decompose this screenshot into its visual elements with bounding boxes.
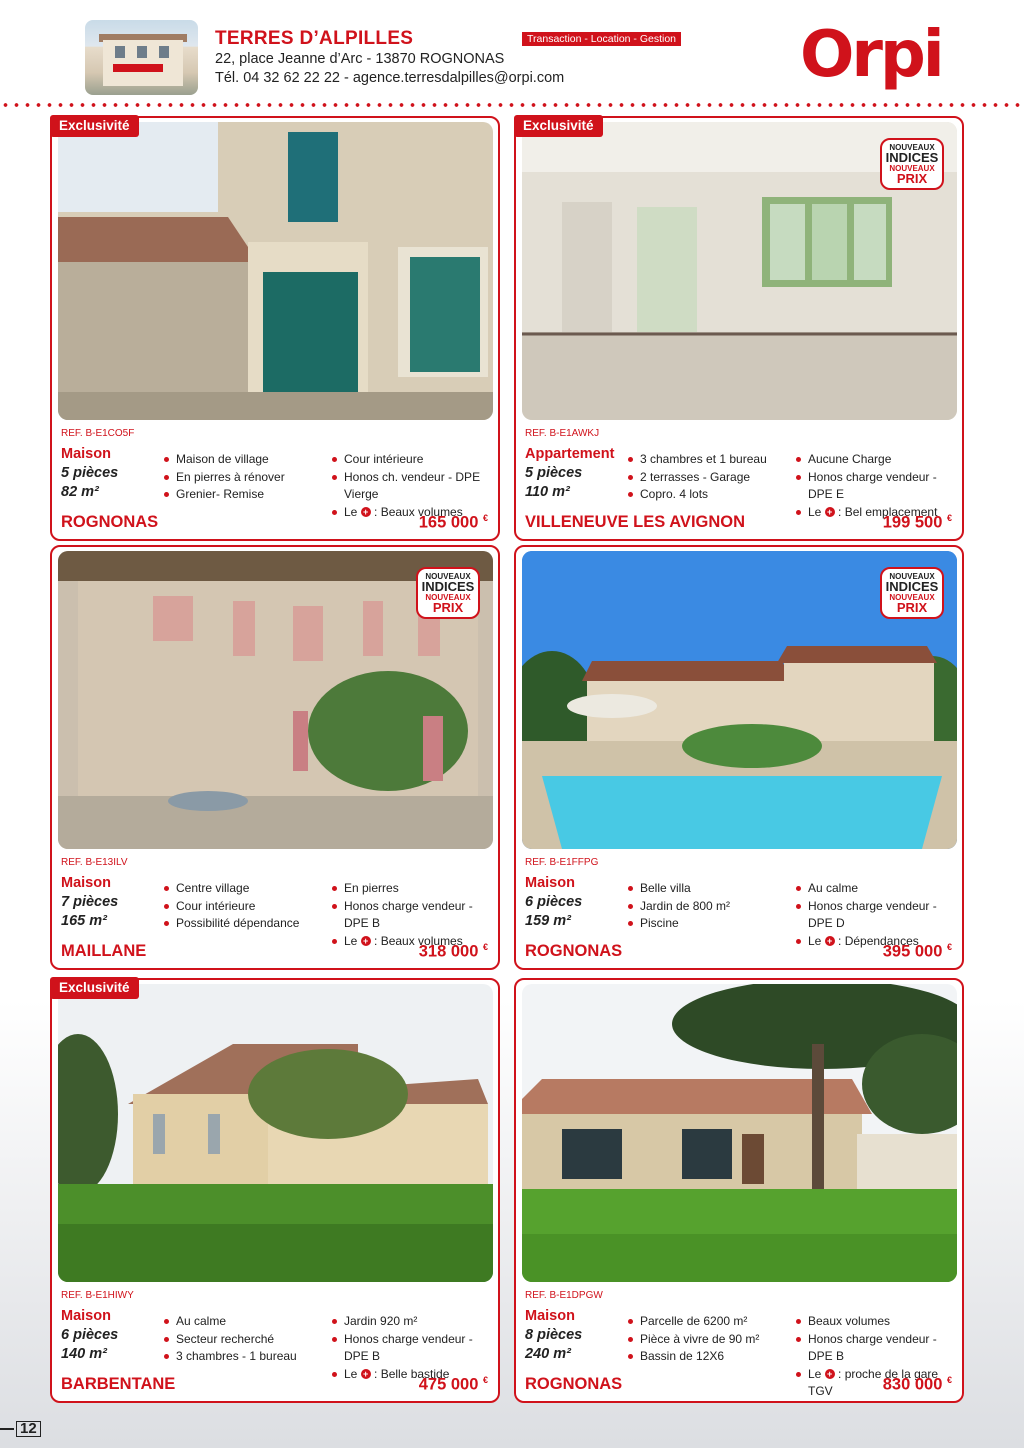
- listing-card-5[interactable]: [50, 978, 500, 1403]
- room-count: 5 pièces: [61, 465, 119, 481]
- feature-item: Beaux volumes: [796, 1313, 962, 1331]
- listing-ref: REF. B-E13ILV: [61, 857, 128, 868]
- listing-card-3[interactable]: [50, 545, 500, 970]
- plus-icon: +: [825, 507, 835, 517]
- feature-item: En pierres: [332, 880, 498, 898]
- feature-item: Cour intérieure: [332, 451, 498, 469]
- agency-name: TERRES D’ALPILLES: [215, 28, 414, 49]
- agency-storefront-photo: [85, 20, 198, 95]
- features-col-2: [796, 451, 962, 521]
- feature-item: Honos charge vendeur - DPE E: [796, 469, 962, 504]
- feature-item: Belle villa: [628, 880, 730, 898]
- feature-item: Maison de village: [164, 451, 285, 469]
- listing-ref: REF. B-E1CO5F: [61, 428, 135, 439]
- feature-item: Secteur recherché: [164, 1331, 297, 1349]
- listing-card-1[interactable]: [50, 116, 500, 541]
- listing-price: 318 000 €: [418, 942, 488, 961]
- room-count: 6 pièces: [525, 894, 583, 910]
- agency-header: [0, 0, 1024, 108]
- feature-item: Centre village: [164, 880, 299, 898]
- plus-icon: +: [825, 936, 835, 946]
- features-col-2: [796, 880, 962, 950]
- feature-item: Bassin de 12X6: [628, 1348, 759, 1366]
- new-indices-badge: NOUVEAUX INDICES NOUVEAUX PRIX: [416, 567, 480, 619]
- feature-item: Parcelle de 6200 m²: [628, 1313, 759, 1331]
- property-photo[interactable]: [58, 984, 493, 1282]
- feature-item: Jardin de 800 m²: [628, 898, 730, 916]
- services-badge: Transaction - Location - Gestion: [522, 32, 681, 46]
- feature-item: Honos charge vendeur - DPE B: [796, 1331, 962, 1366]
- page-number: 12: [0, 1420, 41, 1438]
- feature-item: Copro. 4 lots: [628, 486, 767, 504]
- feature-item: 3 chambres - 1 bureau: [164, 1348, 297, 1366]
- agency-address: 22, place Jeanne d’Arc - 13870 ROGNONAS: [215, 51, 505, 67]
- feature-item: Honos ch. vendeur - DPE Vierge: [332, 469, 498, 504]
- listing-card-4[interactable]: [514, 545, 964, 970]
- new-indices-badge: NOUVEAUX INDICES NOUVEAUX PRIX: [880, 138, 944, 190]
- listing-city: ROGNONAS: [61, 513, 159, 531]
- room-count: 7 pièces: [61, 894, 119, 910]
- features-col-2: [332, 880, 498, 950]
- features-col-1: [164, 451, 285, 504]
- living-area: 165 m²: [61, 913, 107, 929]
- room-count: 8 pièces: [525, 1327, 583, 1343]
- features-col-1: [628, 880, 730, 933]
- feature-item: Honos charge vendeur - DPE D: [796, 898, 962, 933]
- living-area: 240 m²: [525, 1346, 571, 1362]
- feature-item: Honos charge vendeur - DPE B: [332, 1331, 498, 1366]
- listing-ref: REF. B-E1HIWY: [61, 1290, 134, 1301]
- features-col-1: [164, 1313, 297, 1366]
- orpi-logo[interactable]: Orpi: [800, 18, 942, 92]
- feature-item: 2 terrasses - Garage: [628, 469, 767, 487]
- feature-item: Pièce à vivre de 90 m²: [628, 1331, 759, 1349]
- listing-card-6[interactable]: [514, 978, 964, 1403]
- new-indices-badge: NOUVEAUX INDICES NOUVEAUX PRIX: [880, 567, 944, 619]
- property-type: Maison: [61, 1308, 111, 1324]
- property-photo[interactable]: [522, 984, 957, 1282]
- feature-item: En pierres à rénover: [164, 469, 285, 487]
- listing-price: 395 000 €: [882, 942, 952, 961]
- listing-ref: REF. B-E1FFPG: [525, 857, 599, 868]
- listing-price: 165 000 €: [418, 513, 488, 532]
- listing-price: 199 500 €: [882, 513, 952, 532]
- feature-item: Possibilité dépendance: [164, 915, 299, 933]
- property-type: Maison: [525, 875, 575, 891]
- listing-price: 475 000 €: [418, 1375, 488, 1394]
- features-col-2: [332, 451, 498, 521]
- feature-item: Le + : Beaux volumes: [332, 933, 498, 951]
- plus-icon: +: [361, 936, 371, 946]
- feature-item: Aucune Charge: [796, 451, 962, 469]
- feature-item: Le + : Beaux volumes: [332, 504, 498, 522]
- listing-card-2[interactable]: [514, 116, 964, 541]
- feature-item: Au calme: [164, 1313, 297, 1331]
- listing-ref: REF. B-E1AWKJ: [525, 428, 600, 439]
- agency-contact: Tél. 04 32 62 22 22 - agence.terresdalpilles@orpi.com: [215, 70, 565, 86]
- plus-icon: +: [361, 1369, 371, 1379]
- listing-city: VILLENEUVE LES AVIGNON: [525, 513, 746, 531]
- plus-icon: +: [361, 507, 371, 517]
- feature-item: Au calme: [796, 880, 962, 898]
- living-area: 140 m²: [61, 1346, 107, 1362]
- living-area: 110 m²: [525, 484, 570, 500]
- listing-price: 830 000 €: [882, 1375, 952, 1394]
- room-count: 5 pièces: [525, 465, 583, 481]
- features-col-1: [164, 880, 299, 933]
- exclusive-badge: Exclusivité: [50, 115, 139, 137]
- plus-icon: +: [825, 1369, 835, 1379]
- listing-city: ROGNONAS: [525, 1375, 623, 1393]
- living-area: 159 m²: [525, 913, 571, 929]
- feature-item: Jardin 920 m²: [332, 1313, 498, 1331]
- feature-item: Le + : Belle bastide: [332, 1366, 498, 1384]
- feature-item: Cour intérieure: [164, 898, 299, 916]
- listing-ref: REF. B-E1DPGW: [525, 1290, 603, 1301]
- features-col-1: [628, 1313, 759, 1366]
- living-area: 82 m²: [61, 484, 99, 500]
- feature-item: Grenier- Remise: [164, 486, 285, 504]
- property-photo[interactable]: [58, 122, 493, 420]
- property-type: Maison: [61, 446, 111, 462]
- feature-item: Le + : Bel emplacement: [796, 504, 962, 522]
- property-type: Appartement: [525, 446, 615, 462]
- dotted-divider: [0, 102, 1024, 108]
- features-col-2: [332, 1313, 498, 1383]
- exclusive-badge: Exclusivité: [514, 115, 603, 137]
- property-type: Maison: [525, 1308, 575, 1324]
- room-count: 6 pièces: [61, 1327, 119, 1343]
- listing-city: ROGNONAS: [525, 942, 623, 960]
- feature-item: 3 chambres et 1 bureau: [628, 451, 767, 469]
- features-col-1: [628, 451, 767, 504]
- property-type: Maison: [61, 875, 111, 891]
- feature-item: Piscine: [628, 915, 730, 933]
- feature-item: Honos charge vendeur - DPE B: [332, 898, 498, 933]
- feature-item: Le + : proche de la gare TGV: [796, 1366, 962, 1401]
- listing-city: MAILLANE: [61, 942, 147, 960]
- exclusive-badge: Exclusivité: [50, 977, 139, 999]
- feature-item: Le + : Dépendances: [796, 933, 962, 951]
- listing-city: BARBENTANE: [61, 1375, 176, 1393]
